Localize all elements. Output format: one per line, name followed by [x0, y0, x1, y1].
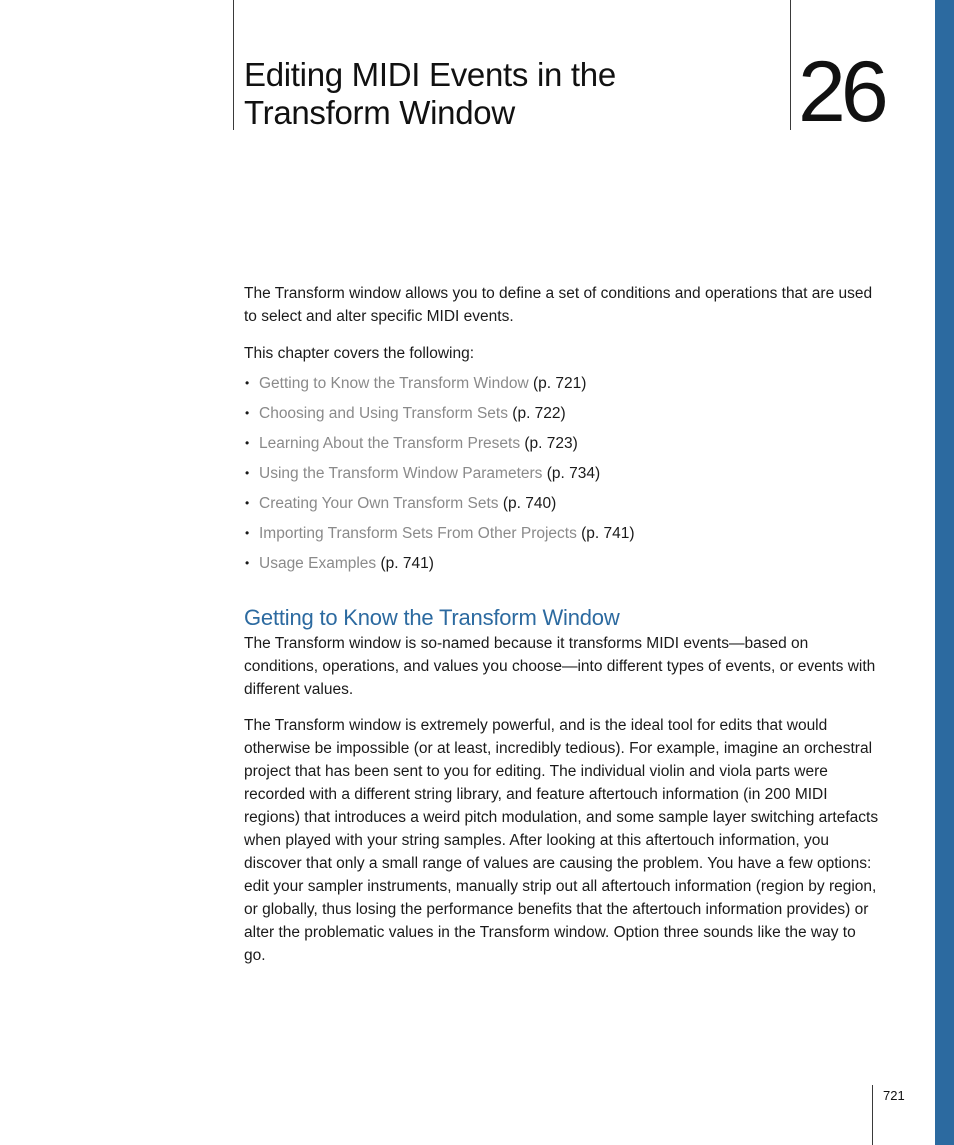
bullet-icon: • — [245, 496, 250, 510]
bullet-icon: • — [245, 526, 250, 540]
toc-page: (p. 740) — [498, 495, 557, 512]
toc-item — [244, 462, 880, 492]
chapter-toc — [244, 372, 880, 582]
bullet-icon: • — [245, 436, 250, 450]
toc-item — [244, 402, 880, 432]
toc-page: (p. 741) — [376, 555, 434, 572]
toc-link[interactable]: Getting to Know the Transform Window — [259, 375, 529, 392]
toc-item — [244, 552, 880, 582]
bullet-icon: • — [245, 556, 250, 570]
bullet-icon: • — [245, 406, 250, 420]
section-heading: Getting to Know the Transform Window — [244, 605, 620, 630]
toc-page: (p. 722) — [507, 405, 566, 422]
toc-link[interactable]: Learning About the Transform Presets — [259, 435, 521, 452]
intro-paragraph: The Transform window allows you to define a set of conditions and operations that are used to select and alter specific MIDI events. — [244, 285, 873, 325]
covers-label: This chapter covers the following: — [244, 345, 475, 362]
toc-item — [244, 522, 880, 552]
toc-item — [244, 492, 880, 522]
toc-link[interactable]: Using the Transform Window Parameters — [259, 465, 543, 482]
toc-item — [244, 432, 880, 462]
header-divider-left — [233, 0, 234, 130]
chapter-title — [244, 56, 764, 132]
toc-page: (p. 734) — [542, 465, 601, 482]
toc-link[interactable]: Creating Your Own Transform Sets — [259, 495, 499, 512]
toc-link[interactable]: Importing Transform Sets From Other Projects — [259, 525, 577, 542]
section-paragraph-1: The Transform window is so-named because it transforms MIDI events—based on conditions, operations, and values you choose—into different types of events, or events with different values. — [244, 635, 876, 698]
footer-divider — [872, 1085, 873, 1145]
bullet-icon: • — [245, 466, 250, 480]
main-content — [244, 282, 880, 967]
toc-link[interactable]: Usage Examples — [259, 555, 377, 572]
toc-link[interactable]: Choosing and Using Transform Sets — [259, 405, 508, 422]
chapter-side-tab — [935, 0, 954, 1145]
section-paragraph-2: The Transform window is extremely powerful, and is the ideal tool for edits that would otherwise be impossible (or at least, incredibly tedious). For example, imagine an orchestral project that has been sent to you for editing. The individual violin and viola parts were recorded with a different string library, and feature aftertouch information (in 200 MIDI regions) that introduces a weird pitch modulation, and some sample layer switching artefacts when played with your string samples. After looking at this aftertouch information, you discover that only a small range of values are causing the problem. You have a few options: edit your sampler instruments, manually strip out all aftertouch information (region by region, or globally, thus losing the performance benefits that the aftertouch information provides) or alter the problematic values in the Transform window. Option three sounds like the way to go. — [244, 717, 879, 964]
chapter-title-line1: Editing MIDI Events in the — [244, 56, 616, 93]
chapter-number: 26 — [798, 44, 884, 140]
toc-page: (p. 721) — [528, 375, 587, 392]
bullet-icon: • — [245, 376, 250, 390]
chapter-title-line2: Transform Window — [244, 94, 515, 131]
toc-page: (p. 723) — [520, 435, 578, 452]
page-number: 721 — [883, 1088, 905, 1103]
toc-page: (p. 741) — [576, 525, 635, 542]
header-divider-right — [790, 0, 791, 130]
toc-item — [244, 372, 880, 402]
